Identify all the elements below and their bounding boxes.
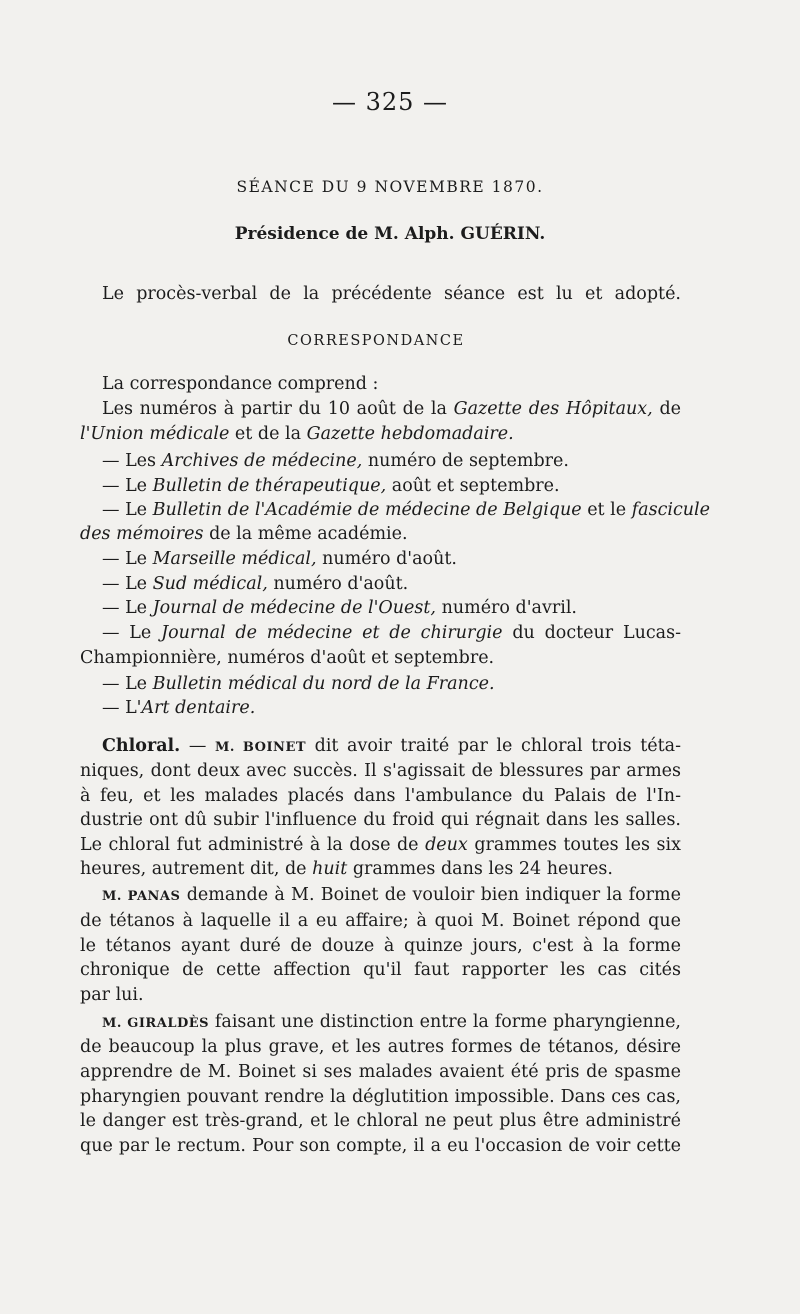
correspondance-line: — Le Bulletin de l'Académie de médecine de Belgique et le fascicule: [102, 500, 711, 520]
giraldes-paragraph-line: que par le rectum. Pour son compte, il a eu l'occasion de voir cette: [80, 1136, 681, 1156]
correspondance-line: Les numéros à partir du 10 août de la Gazette des Hôpitaux, de: [102, 399, 681, 419]
correspondance-line: — Les Archives de médecine, numéro de septembre.: [102, 451, 569, 471]
giraldes-paragraph-line: de beaucoup la plus grave, et les autres formes de tétanos, désire: [80, 1037, 681, 1057]
panas-paragraph-line: le tétanos ayant duré de douze à quinze jours, c'est à la forme: [80, 936, 681, 956]
minutes-line: Le procès-verbal de la précédente séance est lu et adopté.: [102, 284, 681, 304]
correspondance-line: — Le Journal de médecine et de chirurgie du docteur Lucas-: [102, 623, 681, 643]
chloral-paragraph-line: niques, dont deux avec succès. Il s'agissait de blessures par armes: [80, 761, 681, 781]
correspondance-line: — Le Bulletin de thérapeutique, août et septembre.: [102, 476, 560, 496]
giraldes-paragraph-line: le danger est très-grand, et le chloral ne peut plus être administré: [80, 1111, 681, 1131]
panas-paragraph-line: de tétanos à laquelle il a eu affaire; à quoi M. Boinet répond que: [80, 911, 681, 931]
giraldes-paragraph-line: M. GIRALDÈS faisant une distinction entre la forme pharyngienne,: [102, 1012, 681, 1032]
correspondance-heading: CORRESPONDANCE: [287, 333, 465, 349]
correspondance-line: — Le Journal de médecine de l'Ouest, numéro d'avril.: [102, 598, 577, 618]
session-title: SÉANCE DU 9 NOVEMBRE 1870.: [236, 178, 544, 196]
giraldes-paragraph-line: apprendre de M. Boinet si ses malades avaient été pris de spasme: [80, 1062, 681, 1082]
chloral-paragraph-line: dustrie ont dû subir l'influence du froid qui régnait dans les salles.: [80, 810, 681, 830]
chloral-paragraph-line: Le chloral fut administré à la dose de deux grammes toutes les six: [80, 835, 681, 855]
correspondance-line: des mémoires de la même académie.: [80, 524, 408, 544]
chloral-paragraph-line: à feu, et les malades placés dans l'ambulance du Palais de l'In-: [80, 786, 681, 806]
correspondance-line: — Le Sud médical, numéro d'août.: [102, 574, 409, 594]
chloral-paragraph-line: Chloral. — M. BOINET dit avoir traité par le chloral trois téta-: [102, 736, 681, 756]
presidence-line: Présidence de M. Alph. GUÉRIN.: [234, 224, 546, 244]
correspondance-line: — Le Bulletin médical du nord de la France.: [102, 674, 495, 694]
correspondance-line: — Le Marseille médical, numéro d'août.: [102, 549, 457, 569]
chloral-paragraph-line: heures, autrement dit, de huit grammes dans les 24 heures.: [80, 859, 613, 879]
correspondance-line: Championnière, numéros d'août et septembre.: [80, 648, 495, 668]
page-number: — 325 —: [331, 88, 449, 116]
panas-paragraph-line: par lui.: [80, 985, 144, 1005]
correspondance-line: l'Union médicale et de la Gazette hebdomadaire.: [80, 424, 514, 444]
giraldes-paragraph-line: pharyngien pouvant rendre la déglutition impossible. Dans ces cas,: [80, 1087, 681, 1107]
correspondance-line: — L'Art dentaire.: [102, 698, 256, 718]
correspondance-intro: La correspondance comprend :: [102, 374, 379, 394]
panas-paragraph-line: chronique de cette affection qu'il faut rapporter les cas cités: [80, 960, 681, 980]
panas-paragraph-line: M. PANAS demande à M. Boinet de vouloir bien indiquer la forme: [102, 885, 681, 905]
